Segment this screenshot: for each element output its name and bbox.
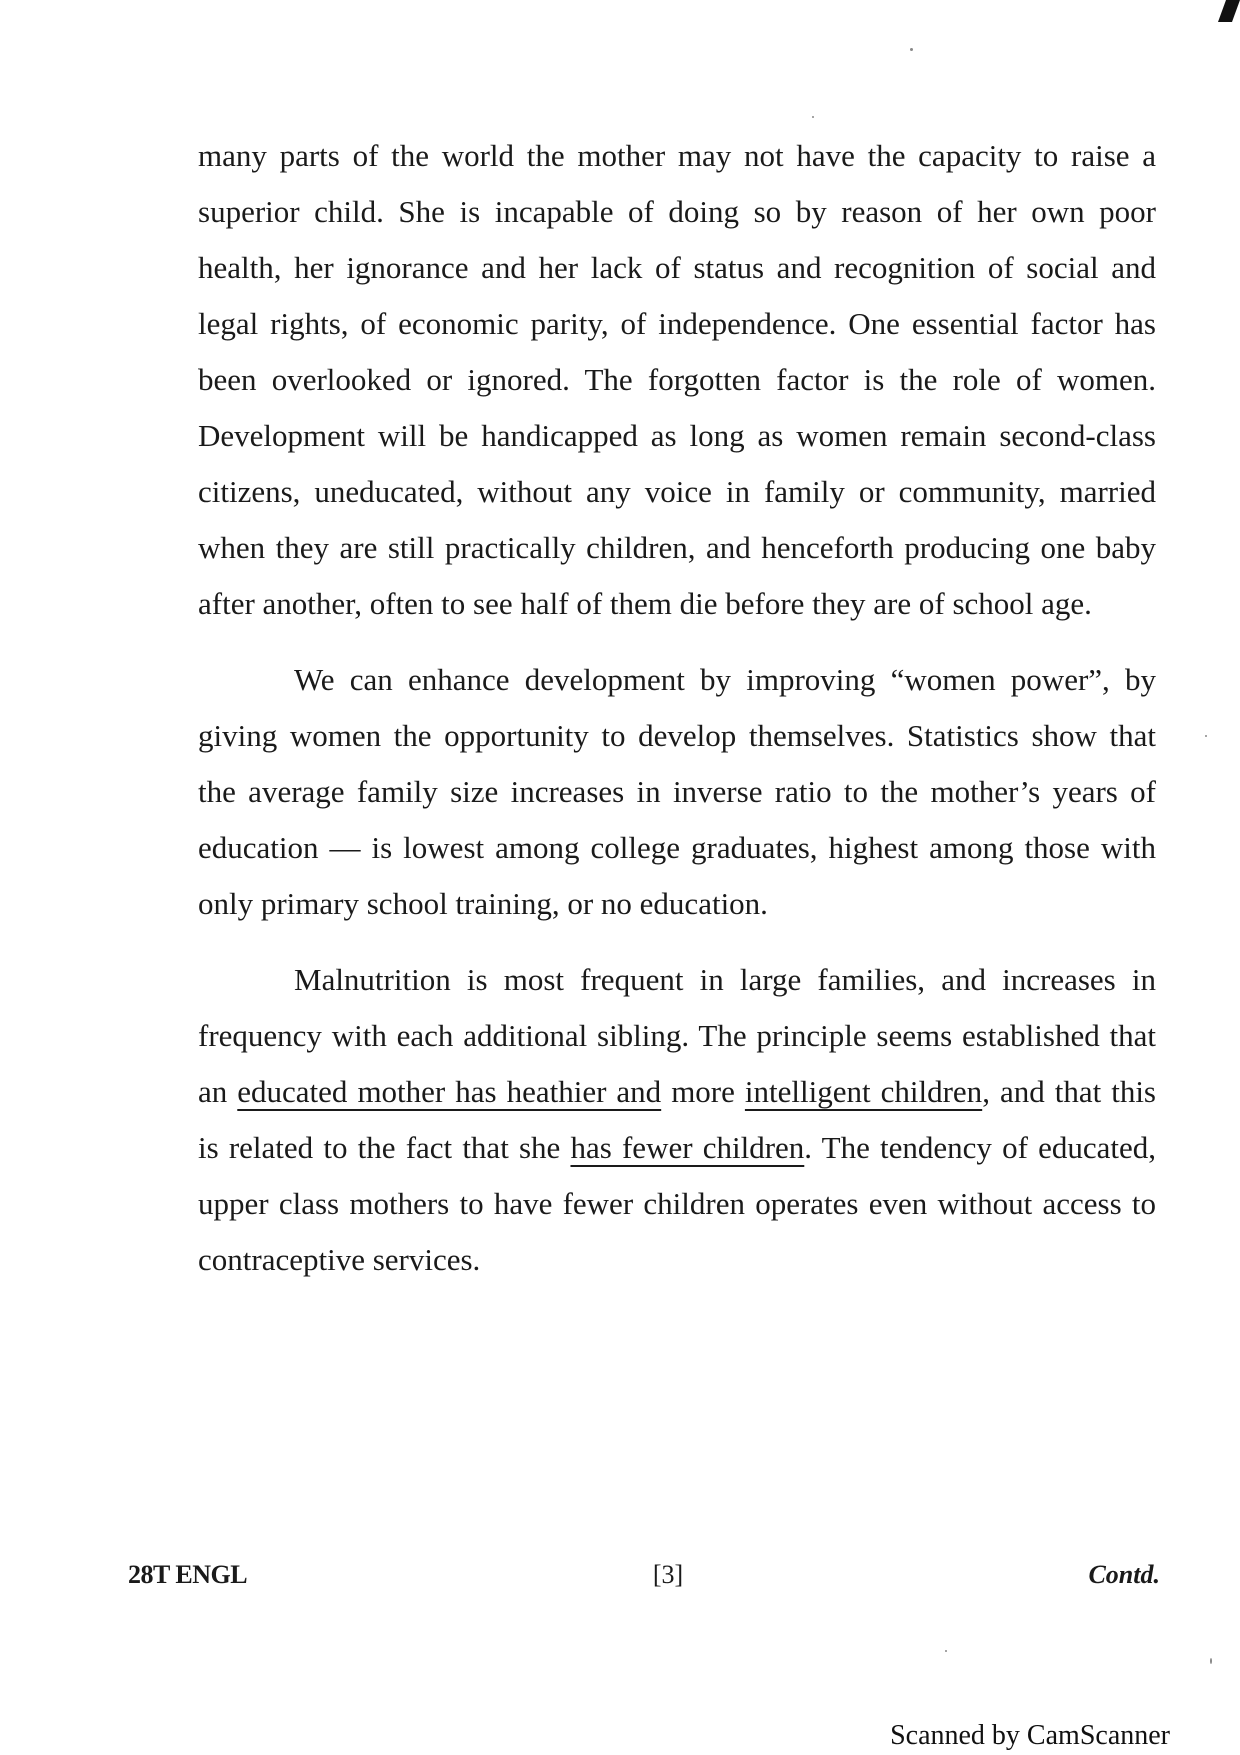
continued-label: Contd.	[1088, 1560, 1160, 1589]
paragraph	[198, 128, 1156, 632]
dust-speck	[945, 1650, 947, 1652]
underlined-text: educated mother has heathier and	[237, 1074, 662, 1109]
dust-speck	[812, 116, 814, 118]
scan-corner-mark	[1218, 0, 1240, 22]
page-footer	[128, 1560, 1160, 1600]
underlined-text: has fewer children	[570, 1130, 805, 1165]
underlined-text: intelligent children	[744, 1074, 983, 1109]
body-text	[198, 128, 1156, 1288]
dust-speck	[1205, 735, 1207, 737]
paragraph	[198, 952, 1156, 1288]
page-number: [3]	[652, 1560, 684, 1589]
text-segment: more	[661, 1074, 745, 1109]
text-segment: We can enhance development by improving “women power”, by giving women the opportunity to develop themselves. Statistics show that the average family size increases in inverse ratio to the mother’s years of education — is lowest among college graduates, highest among those with only primary school training, or no education.	[198, 662, 1156, 921]
dust-speck	[1210, 1658, 1212, 1664]
text-segment: . The tendency of educated, upper class mothers to have fewer children operates even without access to contraceptive services.	[198, 1130, 1156, 1277]
scanner-watermark: Scanned by CamScanner	[890, 1720, 1170, 1751]
paper-code: 28T ENGL	[128, 1560, 248, 1589]
paragraph	[198, 652, 1156, 932]
text-segment: , and that this is related to the fact that she	[198, 1074, 1156, 1165]
text-segment: many parts of the world the mother may not have the capacity to raise a superior child. She is incapable of doing so by reason of her own poor health, her ignorance and her lack of status and recognition of social and legal rights, of economic parity, of independence. One essential factor has been overlooked or ignored. The forgotten factor is the role of women. Development will be handicapped as long as women remain second-class citizens, uneducated, without any voice in family or community, married when they are still practically children, and henceforth producing one baby after another, often to see half of them die before they are of school age.	[198, 138, 1156, 621]
text-segment: Malnutrition is most frequent in large families, and increases in frequency with each additional sibling. The principle seems established that an	[198, 962, 1156, 1109]
dust-speck	[910, 48, 913, 51]
